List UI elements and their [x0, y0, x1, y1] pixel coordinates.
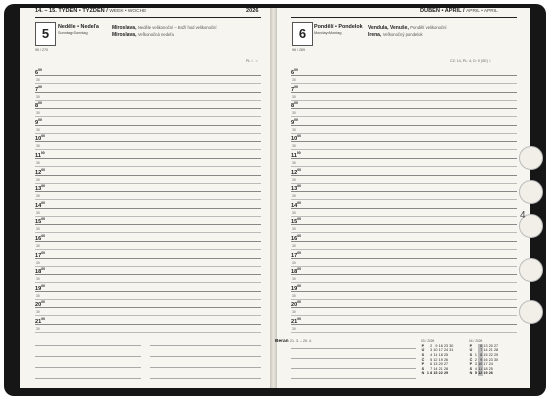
half-hour-label: 30: [292, 111, 296, 116]
note-line: [35, 356, 141, 357]
half-hour-label: 30: [36, 144, 40, 149]
hour-line: [291, 241, 517, 242]
half-hour-line: [35, 100, 261, 101]
hour-label: $7^{00}$: [291, 84, 298, 93]
half-hour-label: 30: [292, 78, 296, 82]
note-line: [291, 368, 416, 369]
half-hour-line: [35, 183, 261, 184]
hour-line: [291, 291, 517, 292]
hour-label: $12^{00}$: [35, 167, 46, 176]
hour-line: [291, 258, 517, 259]
day-name-sub: Sonntag•Sonntag: [58, 31, 88, 35]
half-hour-label: 30: [292, 227, 296, 232]
hour-label: $18^{00}$: [291, 267, 302, 276]
half-hour-label: 30: [36, 244, 40, 248]
half-hour-line: [291, 266, 517, 267]
hour-label: $11^{00}$: [35, 151, 45, 159]
half-hour-label: 30: [36, 227, 40, 232]
nameday-secondary: Irena, Veľkonočný pondelok: [368, 32, 423, 38]
half-hour-label: 30: [292, 277, 296, 282]
half-hour-line: [291, 149, 517, 150]
day-of-year: 95 / 270: [35, 48, 48, 52]
half-hour-line: [35, 232, 261, 233]
hour-line: [35, 241, 261, 242]
hour-label: $7^{00}$: [35, 84, 42, 93]
day-name: Pondělí • Pondelok: [314, 24, 363, 30]
note-line: [291, 378, 416, 379]
half-hour-line: [291, 133, 517, 134]
year-label: 2026: [246, 8, 259, 14]
half-hour-line: [291, 315, 517, 316]
hour-line: [291, 125, 517, 126]
half-hour-line: [291, 282, 517, 283]
note-line: [150, 356, 261, 357]
hour-label: $17^{00}$: [291, 250, 302, 259]
left-page: [20, 8, 272, 388]
nameday-primary: Vendula, Venuše, Pondělí velikonoční: [368, 25, 447, 31]
half-hour-line: [35, 282, 261, 283]
left-header-rule: [35, 17, 261, 18]
spine: [270, 8, 277, 388]
zodiac-footer: Beran 21. 3. – 20. 4.: [275, 339, 312, 344]
day-number-box: 6: [292, 22, 313, 46]
note-line: [150, 345, 261, 346]
hour-label: $12^{00}$: [291, 167, 302, 176]
mini-calendar-march: 03 / 2026 P 2 9 16 23 30 Ú 3 10 17 24 31 S 4 11 18 25 Č 5 12 19 26 P 6 13 20 27 S 7 14 21 28 N 1 8 15 22 29: [421, 339, 454, 376]
hour-label: $15^{00}$: [291, 217, 302, 226]
day-name-sub: Monday•Montag: [314, 31, 342, 35]
half-hour-label: 30: [292, 260, 296, 265]
hour-line: [291, 191, 517, 192]
hour-label: $9^{00}$: [35, 117, 42, 126]
index-tab[interactable]: [519, 180, 543, 204]
half-hour-line: [291, 232, 517, 233]
half-hour-label: 30: [292, 194, 296, 199]
hour-label: $8^{00}$: [291, 101, 298, 110]
hour-line: [35, 92, 261, 93]
hour-label: $17^{00}$: [35, 250, 46, 259]
half-hour-label: 30: [36, 194, 40, 199]
note-line: [35, 367, 141, 368]
half-hour-label: 30: [292, 293, 296, 298]
half-hour-line: [35, 166, 261, 167]
hour-label: $19^{00}$: [291, 283, 302, 292]
half-hour-label: 30: [36, 177, 40, 182]
hour-line: [291, 175, 517, 176]
day-of-year: 96 / 269: [292, 48, 305, 52]
right-header-rule: [291, 17, 517, 18]
hour-label: $20^{00}$: [35, 300, 46, 309]
hour-line: [35, 208, 261, 209]
hour-line: [35, 258, 261, 259]
half-hour-line: [35, 83, 261, 84]
calendar-caption: 03 / 2026: [421, 339, 435, 343]
half-hour-line: [291, 216, 517, 217]
mini-calendar-april: 04 / 2026 P 6 13 20 27 Ú 7 14 21 28 S 1 8 15 22 29 Č 2 9 16 23 30 P 3 10 17 24 S 4 11 18 25 N 5 12 19 26: [469, 339, 499, 376]
half-hour-label: 30: [36, 260, 40, 265]
moon-phase: PL ☾ ○: [246, 59, 258, 63]
hour-label: $21^{00}$: [35, 317, 46, 325]
hour-line: [291, 141, 517, 142]
half-hour-label: 30: [292, 144, 296, 149]
hour-line: [291, 208, 517, 209]
note-line: [150, 367, 261, 368]
half-hour-label: 30: [292, 244, 296, 248]
index-tab[interactable]: [519, 146, 543, 170]
hour-label: $11^{00}$: [291, 151, 301, 159]
nameday-primary: Miroslava, Neděle velikonoční – Boží hod velikonoční: [112, 25, 217, 31]
note-line: [150, 378, 261, 379]
half-hour-label: 30: [36, 327, 40, 331]
hour-label: $16^{00}$: [291, 234, 302, 242]
half-hour-line: [35, 315, 261, 316]
half-hour-line: [35, 133, 261, 134]
half-hour-label: 30: [292, 210, 296, 215]
half-hour-label: 30: [292, 177, 296, 182]
hour-line: [291, 108, 517, 109]
hour-line: [291, 75, 517, 76]
hour-line: [35, 274, 261, 275]
half-hour-label: 30: [36, 161, 40, 165]
half-hour-label: 30: [292, 127, 296, 132]
half-hour-label: 30: [292, 94, 296, 99]
hour-line: [35, 75, 261, 76]
hour-line: [291, 224, 517, 225]
moon-phase: CZ: 14, PL: 4, D: 9 (SE) ☾: [450, 59, 493, 63]
hour-label: $13^{00}$: [291, 184, 302, 193]
hour-line: [35, 158, 261, 159]
day-number-box: 5: [35, 22, 56, 46]
half-hour-line: [291, 83, 517, 84]
half-hour-label: 30: [36, 277, 40, 282]
hour-line: [35, 324, 261, 325]
half-hour-line: [35, 149, 261, 150]
half-hour-label: 30: [36, 310, 40, 315]
hour-line: [35, 291, 261, 292]
half-hour-line: [291, 332, 517, 333]
hour-label: $10^{00}$: [35, 134, 46, 143]
half-hour-line: [291, 199, 517, 200]
half-hour-line: [291, 249, 517, 250]
half-hour-label: 30: [292, 161, 296, 165]
hour-line: [291, 307, 517, 308]
calendar-caption: 04 / 2026: [469, 339, 483, 343]
half-hour-line: [35, 116, 261, 117]
half-hour-line: [291, 100, 517, 101]
hour-line: [291, 158, 517, 159]
tab-month-number: 4: [520, 210, 526, 221]
half-hour-label: 30: [36, 94, 40, 99]
half-hour-line: [291, 183, 517, 184]
hour-label: $14^{00}$: [291, 200, 302, 209]
hour-label: $9^{00}$: [291, 117, 298, 126]
half-hour-line: [35, 332, 261, 333]
hour-line: [35, 224, 261, 225]
hour-label: $19^{00}$: [35, 283, 46, 292]
hour-line: [291, 274, 517, 275]
hour-label: $16^{00}$: [35, 234, 46, 242]
hour-label: $20^{00}$: [291, 300, 302, 309]
week-header: 14. – 15. TÝDEN • TÝŽDEŇ / WEEK • WOCHE: [35, 8, 147, 14]
half-hour-label: 30: [292, 327, 296, 331]
hour-line: [35, 125, 261, 126]
hour-line: [35, 141, 261, 142]
hour-line: [35, 307, 261, 308]
hour-label: $6^{00}$: [35, 68, 42, 76]
half-hour-label: 30: [36, 127, 40, 132]
half-hour-label: 30: [36, 293, 40, 298]
index-tab[interactable]: [519, 300, 543, 324]
hour-label: $13^{00}$: [35, 184, 46, 193]
nameday-secondary: Miroslava, Veľkonočná nedeľa: [112, 32, 174, 38]
month-header: DUBEN • APRÍL / APRIL • APRIL: [420, 8, 498, 14]
hour-label: $21^{00}$: [291, 317, 302, 325]
hour-line: [35, 175, 261, 176]
hour-label: $15^{00}$: [35, 217, 46, 226]
half-hour-label: 30: [36, 210, 40, 215]
hour-label: $8^{00}$: [35, 101, 42, 110]
half-hour-line: [35, 299, 261, 300]
half-hour-line: [35, 266, 261, 267]
note-line: [291, 348, 416, 349]
note-line: [291, 358, 416, 359]
half-hour-label: 30: [36, 78, 40, 82]
hour-line: [291, 92, 517, 93]
note-line: [35, 345, 141, 346]
right-page: [275, 8, 530, 388]
half-hour-line: [291, 299, 517, 300]
note-line: [35, 378, 141, 379]
half-hour-line: [35, 199, 261, 200]
hour-line: [35, 191, 261, 192]
half-hour-line: [35, 249, 261, 250]
index-tab[interactable]: [519, 258, 543, 282]
hour-label: $6^{00}$: [291, 68, 298, 76]
half-hour-label: 30: [36, 111, 40, 116]
hour-line: [35, 108, 261, 109]
half-hour-line: [291, 166, 517, 167]
hour-label: $18^{00}$: [35, 267, 46, 276]
half-hour-line: [291, 116, 517, 117]
day-name: Neděle • Nedeľa: [58, 24, 99, 30]
hour-line: [291, 324, 517, 325]
half-hour-line: [35, 216, 261, 217]
half-hour-label: 30: [292, 310, 296, 315]
hour-label: $14^{00}$: [35, 200, 46, 209]
hour-label: $10^{00}$: [291, 134, 302, 143]
